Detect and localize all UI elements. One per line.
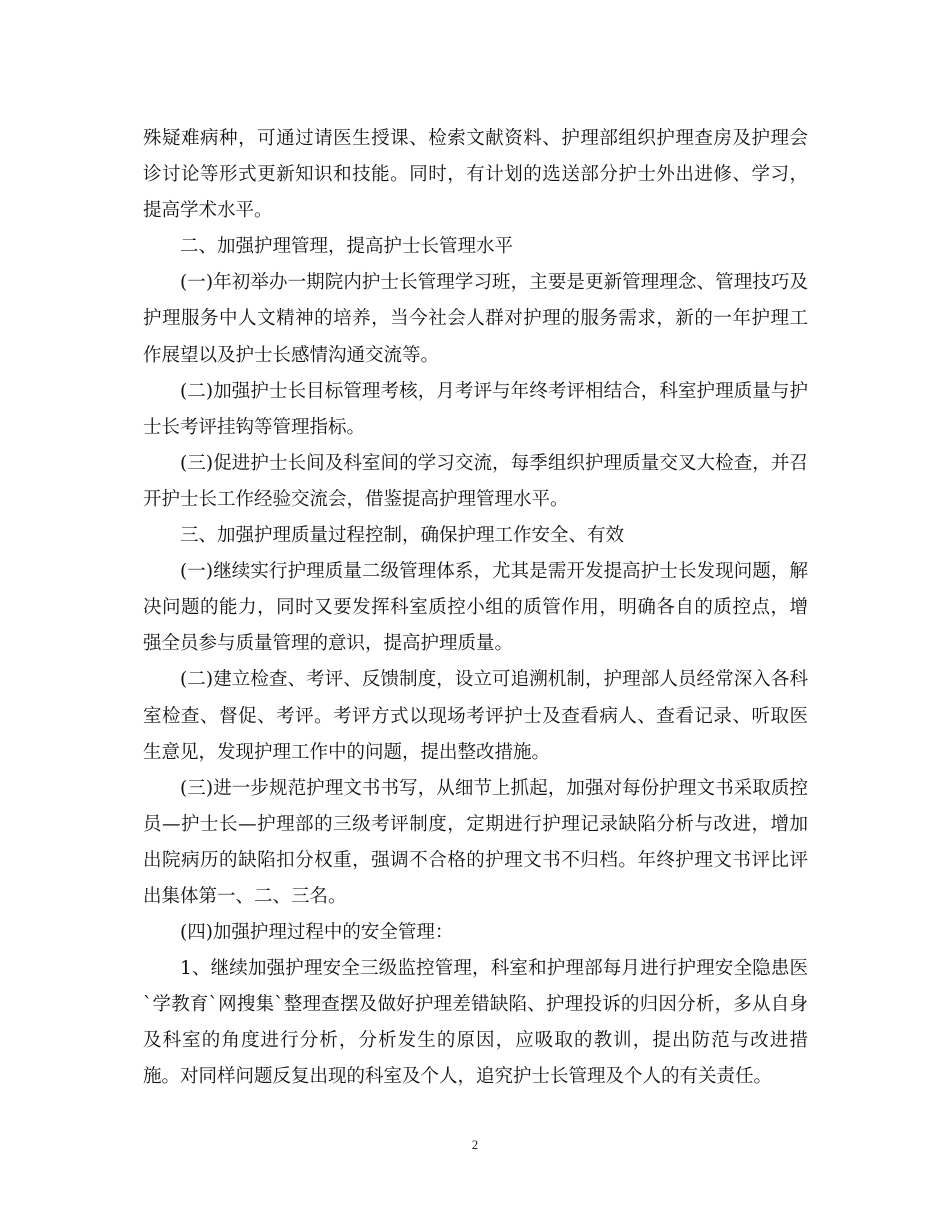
paragraph-2-3: (三)促进护士长间及科室间的学习交流，每季组织护理质量交叉大检查，并召开护士长工作经验交流会，借鉴提高护理管理水平。	[143, 452, 808, 510]
section-heading-2: 二、加强护理管理，提高护士长管理水平	[180, 236, 514, 258]
page-number: 2	[471, 1137, 479, 1152]
paragraph-3-2: (二)建立检查、考评、反馈制度，设立可追溯机制，护理部人员经常深入各科室检查、督促、考评。考评方式以现场考评护士及查看病人、查看记录、听取医生意见，发现护理工作中的问题，提出整改措施。	[143, 669, 808, 763]
paragraph-3-3: (三)进一步规范护理文书书写，从细节上抓起，加强对每份护理文书采取质控员—护士长—护理部的三级考评制度，定期进行护理记录缺陷分析与改进，增加出院病历的缺陷扣分权重，强调不合格的护理文书不归档。年终护理文书评比评出集体第一、二、三名。	[143, 777, 808, 907]
paragraph-1: 殊疑难病种，可通过请医生授课、检索文献资料、护理部组织护理查房及护理会诊讨论等形式更新知识和技能。同时，有计划的选送部分护士外出进修、学习，提高学术水平。	[143, 128, 808, 222]
paragraph-3-4-1: 1、继续加强护理安全三级监控管理，科室和护理部每月进行护理安全隐患医`学教育`网搜集`整理查摆及做好护理差错缺陷、护理投诉的归因分析，多从自身及科室的角度进行分析，分析发生的原因，应吸取的教训，提出防范与改进措施。对同样问题反复出现的科室及个人，追究护士长管理及个人的有关责任。	[143, 958, 808, 1088]
section-heading-3: 三、加强护理质量过程控制，确保护理工作安全、有效	[180, 525, 625, 547]
paragraph-3-4: (四)加强护理过程中的安全管理：	[180, 922, 454, 944]
document-body	[143, 121, 808, 1096]
paragraph-2-2: (二)加强护士长目标管理考核，月考评与年终考评相结合，科室护理质量与护士长考评挂钩等管理指标。	[143, 380, 808, 438]
paragraph-2-1: (一)年初举办一期院内护士长管理学习班，主要是更新管理理念、管理技巧及护理服务中人文精神的培养，当今社会人群对护理的服务需求，新的一年护理工作展望以及护士长感情沟通交流等。	[143, 272, 808, 366]
paragraph-3-1: (一)继续实行护理质量二级管理体系，尤其是需开发提高护士长发现问题，解决问题的能力，同时又要发挥科室质控小组的质管作用，明确各自的质控点，增强全员参与质量管理的意识，提高护理质量。	[143, 561, 808, 655]
